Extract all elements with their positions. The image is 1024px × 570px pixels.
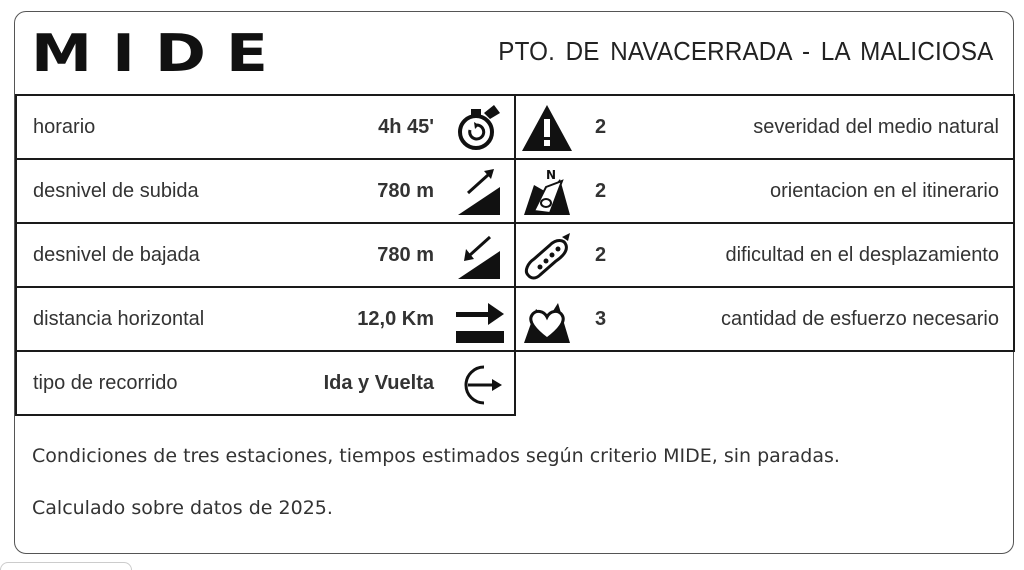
row-score: 2 [595,115,607,138]
row-label: orientacion en el itinerario [769,179,999,202]
row-label: distancia horizontal [33,307,205,330]
mide-card [14,11,1014,554]
row-label: horario [33,115,96,138]
table-row [16,287,1014,351]
mide-logo: MIDE [31,24,288,84]
svg-text:N: N [546,168,557,182]
row-label: severidad del medio natural [753,115,999,138]
notes [32,444,840,548]
table-row [16,223,1014,287]
descent-icon [454,231,508,281]
warning-mountain-icon [520,103,574,153]
route-title: PTO. DE NAVACERRADA - LA MALICIOSA [497,36,993,66]
row-value: 12,0 Km [357,307,434,330]
heart-mountain-icon [520,295,574,345]
row-value: 4h 45' [378,115,434,138]
footprint-icon [520,231,574,281]
ascent-icon [454,167,508,217]
compass-map-icon [520,167,574,217]
table-row [16,159,1014,223]
round-trip-icon [454,359,508,409]
row-score: 2 [595,179,607,202]
row-label: tipo de recorrido [33,371,178,394]
mide-table [15,94,1015,416]
row-score: 2 [595,243,607,266]
note-calculated: Calculado sobre datos de 2025. [32,497,333,519]
bottom-tab [0,562,132,570]
table-row [16,95,1014,159]
row-label: cantidad de esfuerzo necesario [721,307,999,330]
note-conditions: Condiciones de tres estaciones, tiempos estimados según criterio MIDE, sin paradas. [32,445,840,467]
row-value: Ida y Vuelta [323,371,434,394]
row-label: desnivel de bajada [33,243,200,266]
row-label: desnivel de subida [33,179,199,202]
row-value: 780 m [377,179,434,202]
distance-arrow-icon [454,295,508,345]
row-score: 3 [595,307,607,330]
table-row [16,351,1014,415]
row-label: dificultad en el desplazamiento [725,243,999,266]
row-value: 780 m [377,243,434,266]
stopwatch-icon [454,103,508,153]
